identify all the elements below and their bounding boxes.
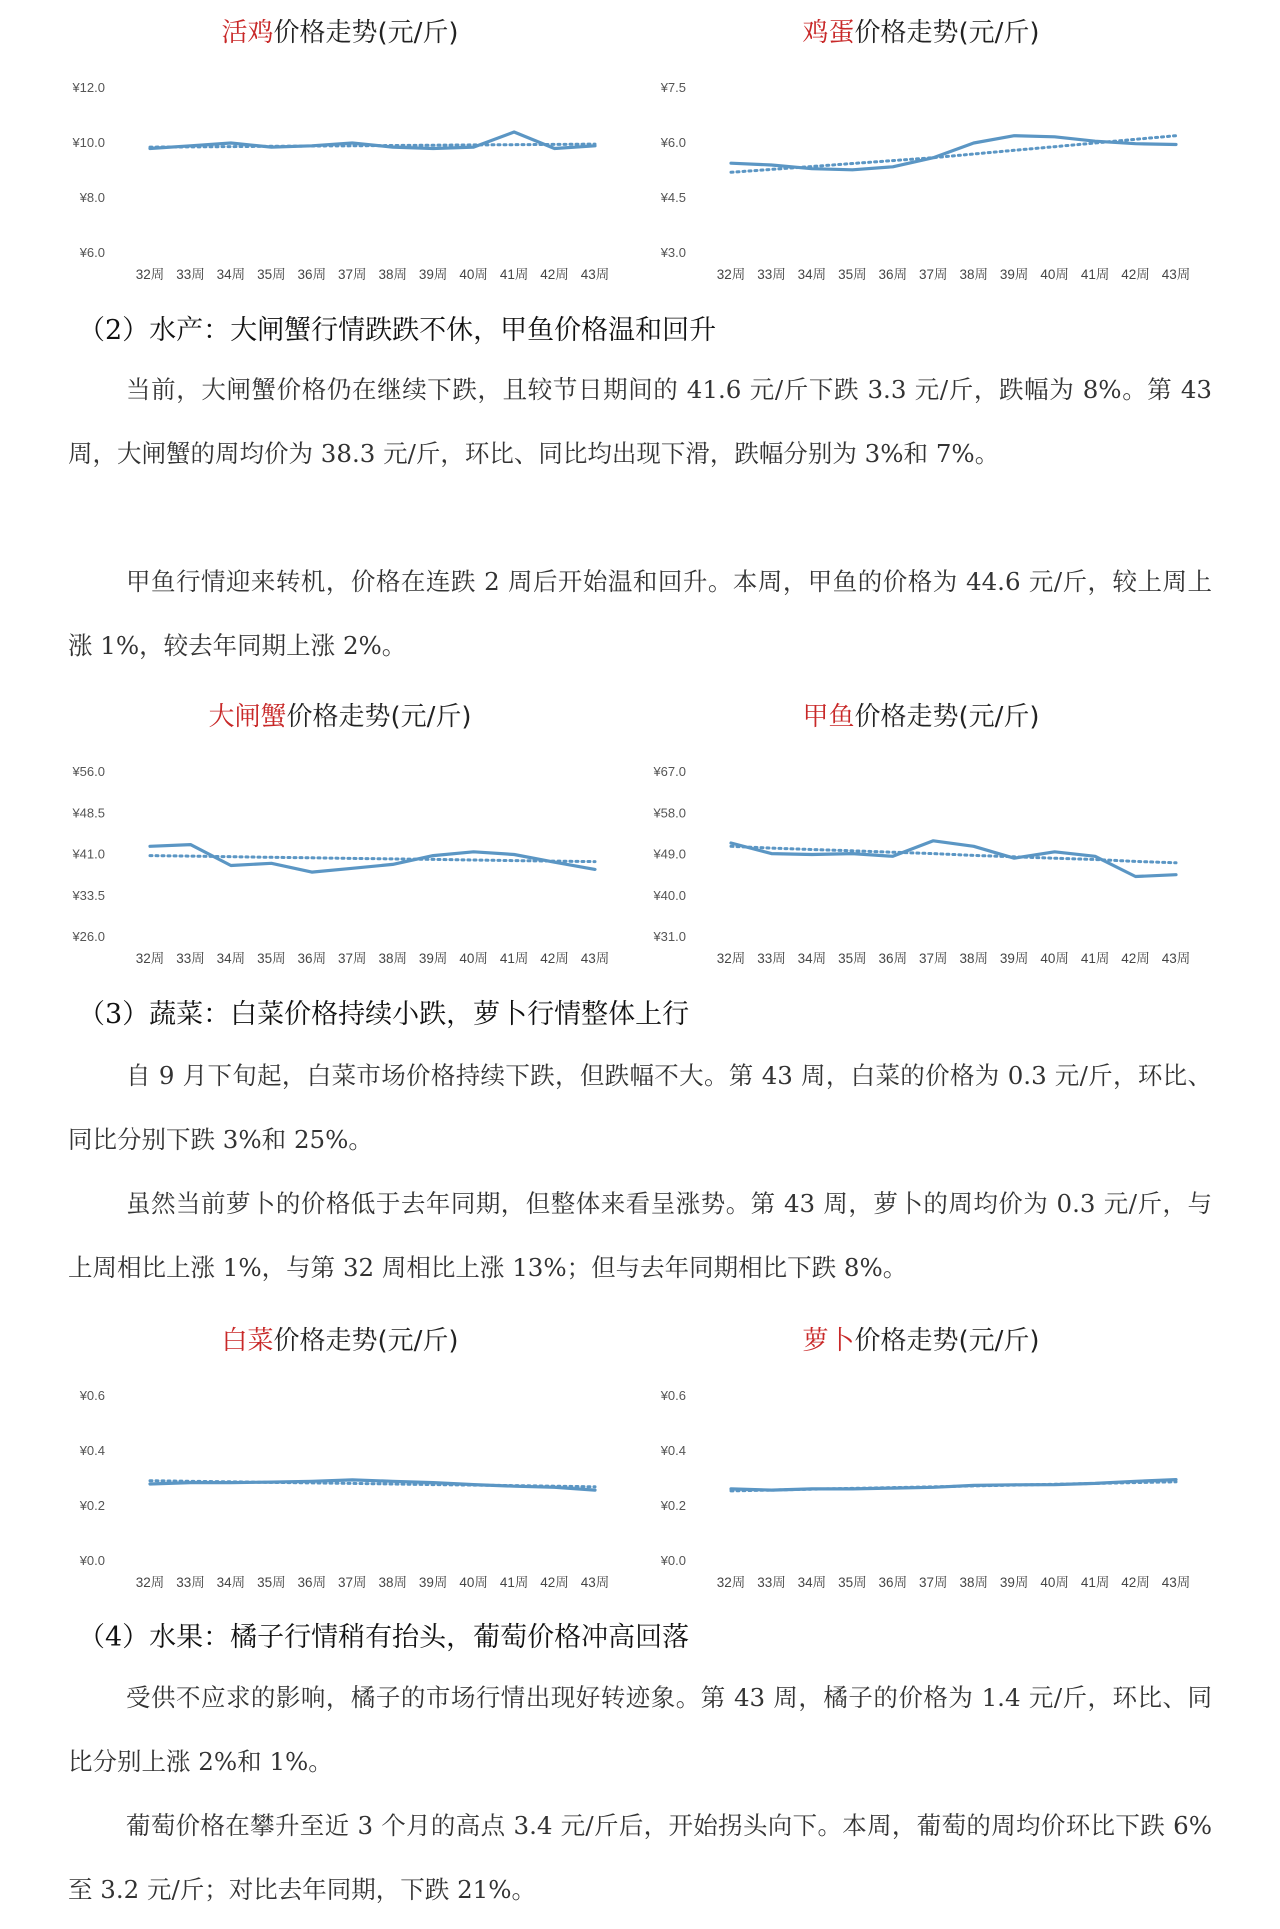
x-tick-label: 34周 bbox=[797, 267, 827, 282]
y-tick-label: ¥0.4 bbox=[79, 1443, 105, 1458]
chart-svg bbox=[636, 1316, 1206, 1590]
trend-line bbox=[731, 1482, 1176, 1491]
y-tick-label: ¥0.6 bbox=[660, 1388, 686, 1403]
chart-live-chicken bbox=[55, 8, 625, 282]
section-heading-fruit: （4）水果：橘子行情稍有抬头，葡萄价格冲高回落 bbox=[78, 1622, 690, 1653]
x-tick-label: 36周 bbox=[878, 951, 908, 966]
y-tick-label: ¥6.0 bbox=[79, 245, 105, 260]
chart-svg bbox=[636, 8, 1206, 282]
x-tick-label: 39周 bbox=[999, 1575, 1029, 1590]
x-tick-label: 38周 bbox=[378, 951, 407, 966]
paragraph-radish: 虽然当前萝卜的价格低于去年同期，但整体来看呈涨势。第 43 周，萝卜的周均价为 0.3 元/斤，与上周相比上涨 1%，与第 32 周相比上涨 13%；但与去年同期相比下跌 8%。 bbox=[68, 1189, 1212, 1282]
x-tick-label: 35周 bbox=[257, 267, 286, 282]
chart-svg bbox=[55, 8, 625, 282]
y-tick-label: ¥49.0 bbox=[653, 846, 686, 862]
y-tick-label: ¥0.4 bbox=[660, 1443, 686, 1458]
y-tick-label: ¥0.2 bbox=[79, 1498, 105, 1513]
chart-egg bbox=[636, 8, 1206, 282]
x-tick-label: 38周 bbox=[959, 267, 988, 282]
y-tick-label: ¥8.0 bbox=[79, 190, 105, 205]
x-tick-label: 38周 bbox=[959, 1575, 988, 1590]
chart-title-rest: 价格走势(元/斤) bbox=[286, 702, 472, 732]
x-tick-label: 41周 bbox=[499, 267, 529, 282]
x-tick-label: 37周 bbox=[919, 267, 948, 282]
x-tick-label: 33周 bbox=[757, 951, 786, 966]
x-tick-label: 33周 bbox=[176, 1575, 205, 1590]
paragraph-cabbage: 自 9 月下旬起，白菜市场价格持续下跌，但跌幅不大。第 43 周，白菜的价格为 0.3 元/斤，环比、同比分别下跌 3%和 25%。 bbox=[68, 1061, 1212, 1154]
y-tick-label: ¥10.0 bbox=[72, 135, 105, 150]
y-tick-label: ¥0.6 bbox=[79, 1388, 105, 1403]
x-tick-label: 38周 bbox=[378, 1575, 407, 1590]
x-tick-label: 39周 bbox=[418, 1575, 448, 1590]
x-tick-label: 40周 bbox=[459, 267, 488, 282]
x-tick-label: 33周 bbox=[176, 951, 205, 966]
x-tick-label: 41周 bbox=[499, 951, 529, 966]
chart-title-highlight: 大闸蟹 bbox=[208, 702, 287, 732]
y-tick-label: ¥48.5 bbox=[72, 805, 105, 821]
x-tick-label: 32周 bbox=[716, 267, 746, 282]
chart-title-rest: 价格走势(元/斤) bbox=[854, 18, 1040, 48]
paragraph-orange: 受供不应求的影响，橘子的市场行情出现好转迹象。第 43 周，橘子的价格为 1.4 元/斤，环比、同比分别上涨 2%和 1%。 bbox=[68, 1683, 1212, 1776]
x-tick-label: 34周 bbox=[797, 1575, 827, 1590]
x-tick-label: 42周 bbox=[540, 1575, 569, 1590]
y-tick-label: ¥26.0 bbox=[72, 929, 105, 944]
x-tick-label: 33周 bbox=[176, 267, 205, 282]
y-tick-label: ¥12.0 bbox=[72, 80, 105, 95]
y-tick-label: ¥41.0 bbox=[72, 846, 105, 862]
x-tick-label: 43周 bbox=[580, 951, 610, 966]
paragraph-turtle: 甲鱼行情迎来转机，价格在连跌 2 周后开始温和回升。本周，甲鱼的价格为 44.6 元/斤，较上周上涨 1%，较去年同期上涨 2%。 bbox=[68, 567, 1212, 660]
x-tick-label: 40周 bbox=[1040, 951, 1069, 966]
y-tick-label: ¥56.0 bbox=[72, 764, 105, 779]
y-tick-label: ¥58.0 bbox=[653, 805, 686, 821]
x-tick-label: 39周 bbox=[999, 267, 1029, 282]
x-tick-label: 36周 bbox=[878, 267, 908, 282]
trend-line bbox=[731, 136, 1176, 173]
x-tick-label: 38周 bbox=[959, 951, 988, 966]
x-tick-label: 37周 bbox=[338, 1575, 367, 1590]
chart-svg bbox=[636, 692, 1206, 966]
x-tick-label: 42周 bbox=[1121, 951, 1150, 966]
x-tick-label: 40周 bbox=[459, 951, 488, 966]
x-tick-label: 39周 bbox=[999, 951, 1029, 966]
chart-title-rest: 价格走势(元/斤) bbox=[854, 702, 1040, 732]
x-tick-label: 37周 bbox=[919, 1575, 948, 1590]
y-tick-label: ¥7.5 bbox=[660, 80, 686, 95]
chart-radish bbox=[636, 1316, 1206, 1590]
x-tick-label: 33周 bbox=[757, 267, 786, 282]
x-tick-label: 41周 bbox=[1080, 951, 1110, 966]
chart-hairy-crab bbox=[55, 692, 625, 966]
x-tick-label: 42周 bbox=[1121, 267, 1150, 282]
x-tick-label: 37周 bbox=[338, 951, 367, 966]
y-tick-label: ¥31.0 bbox=[653, 929, 686, 944]
x-tick-label: 35周 bbox=[257, 1575, 286, 1590]
x-tick-label: 43周 bbox=[580, 267, 610, 282]
x-tick-label: 32周 bbox=[716, 951, 746, 966]
x-tick-label: 40周 bbox=[1040, 267, 1069, 282]
chart-title-rest: 价格走势(元/斤) bbox=[273, 1326, 459, 1356]
y-tick-label: ¥67.0 bbox=[653, 764, 686, 779]
y-tick-label: ¥0.0 bbox=[660, 1553, 686, 1568]
x-tick-label: 42周 bbox=[540, 267, 569, 282]
x-tick-label: 33周 bbox=[757, 1575, 786, 1590]
x-tick-label: 43周 bbox=[580, 1575, 610, 1590]
x-tick-label: 36周 bbox=[297, 267, 327, 282]
price-line bbox=[731, 841, 1176, 877]
chart-cabbage bbox=[55, 1316, 625, 1590]
x-tick-label: 32周 bbox=[716, 1575, 746, 1590]
paragraph-crab: 当前，大闸蟹价格仍在继续下跌，且较节日期间的 41.6 元/斤下跌 3.3 元/斤，跌幅为 8%。第 43 周，大闸蟹的周均价为 38.3 元/斤，环比、同比均出现下滑，跌幅分别为 3%和 7%。 bbox=[68, 375, 1212, 468]
y-tick-label: ¥4.5 bbox=[660, 190, 686, 205]
x-tick-label: 43周 bbox=[1161, 951, 1191, 966]
x-tick-label: 37周 bbox=[338, 267, 367, 282]
x-tick-label: 36周 bbox=[297, 1575, 327, 1590]
x-tick-label: 42周 bbox=[1121, 1575, 1150, 1590]
x-tick-label: 35周 bbox=[838, 267, 867, 282]
x-tick-label: 37周 bbox=[919, 951, 948, 966]
paragraph-grape: 葡萄价格在攀升至近 3 个月的高点 3.4 元/斤后，开始拐头向下。本周，葡萄的周均价环比下跌 6%至 3.2 元/斤；对比去年同期，下跌 21%。 bbox=[68, 1811, 1212, 1904]
x-tick-label: 40周 bbox=[1040, 1575, 1069, 1590]
chart-title-highlight: 活鸡 bbox=[221, 18, 274, 48]
x-tick-label: 39周 bbox=[418, 267, 448, 282]
y-tick-label: ¥3.0 bbox=[660, 245, 686, 260]
x-tick-label: 41周 bbox=[1080, 1575, 1110, 1590]
x-tick-label: 41周 bbox=[499, 1575, 529, 1590]
x-tick-label: 34周 bbox=[216, 951, 246, 966]
x-tick-label: 32周 bbox=[135, 951, 165, 966]
chart-title-highlight: 甲鱼 bbox=[802, 702, 855, 732]
x-tick-label: 43周 bbox=[1161, 1575, 1191, 1590]
x-tick-label: 38周 bbox=[378, 267, 407, 282]
chart-svg bbox=[55, 692, 625, 966]
chart-title-highlight: 萝卜 bbox=[802, 1326, 855, 1356]
x-tick-label: 32周 bbox=[135, 267, 165, 282]
section-heading-aquatic: （2）水产：大闸蟹行情跌跌不休，甲鱼价格温和回升 bbox=[78, 315, 717, 346]
x-tick-label: 41周 bbox=[1080, 267, 1110, 282]
x-tick-label: 32周 bbox=[135, 1575, 165, 1590]
x-tick-label: 36周 bbox=[297, 951, 327, 966]
x-tick-label: 34周 bbox=[216, 1575, 246, 1590]
chart-title-rest: 价格走势(元/斤) bbox=[273, 18, 459, 48]
chart-title-rest: 价格走势(元/斤) bbox=[854, 1326, 1040, 1356]
x-tick-label: 39周 bbox=[418, 951, 448, 966]
y-tick-label: ¥40.0 bbox=[653, 887, 686, 903]
x-tick-label: 35周 bbox=[838, 1575, 867, 1590]
x-tick-label: 43周 bbox=[1161, 267, 1191, 282]
x-tick-label: 36周 bbox=[878, 1575, 908, 1590]
chart-soft-shell-turtle bbox=[636, 692, 1206, 966]
x-tick-label: 42周 bbox=[540, 951, 569, 966]
x-tick-label: 35周 bbox=[838, 951, 867, 966]
x-tick-label: 34周 bbox=[797, 951, 827, 966]
section-heading-vegetables: （3）蔬菜：白菜价格持续小跌，萝卜行情整体上行 bbox=[78, 999, 690, 1030]
x-tick-label: 40周 bbox=[459, 1575, 488, 1590]
x-tick-label: 35周 bbox=[257, 951, 286, 966]
y-tick-label: ¥6.0 bbox=[660, 135, 686, 150]
x-tick-label: 34周 bbox=[216, 267, 246, 282]
y-tick-label: ¥0.0 bbox=[79, 1553, 105, 1568]
chart-title-highlight: 白菜 bbox=[221, 1326, 274, 1356]
chart-svg bbox=[55, 1316, 625, 1590]
y-tick-label: ¥0.2 bbox=[660, 1498, 686, 1513]
y-tick-label: ¥33.5 bbox=[72, 887, 105, 903]
chart-title-highlight: 鸡蛋 bbox=[802, 18, 855, 48]
